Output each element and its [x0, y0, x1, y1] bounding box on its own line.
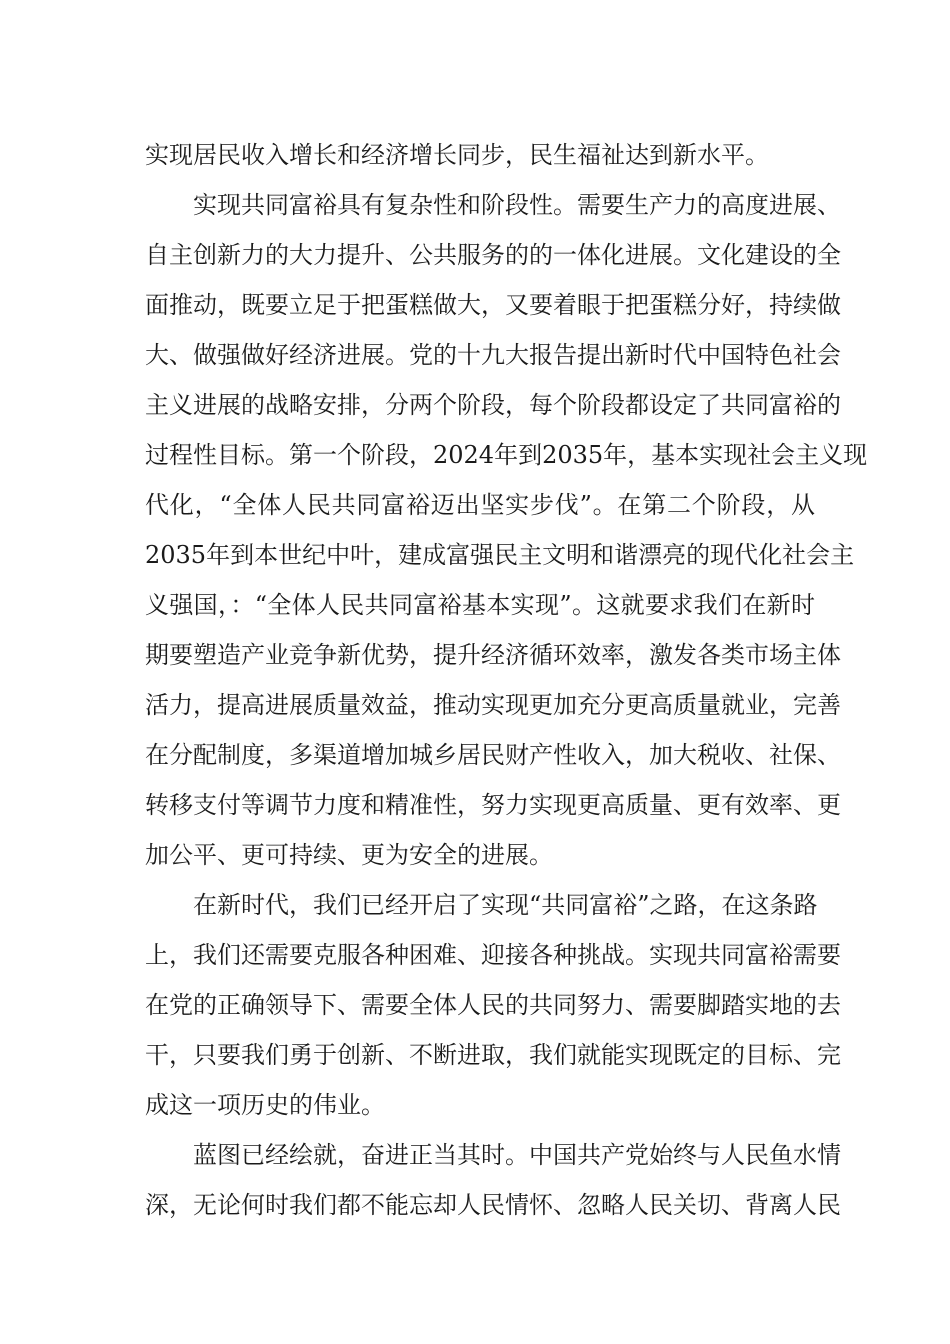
paragraph-2-line-12: 在分配制度，多渠道增加城乡居民财产性收入，加大税收、社保、: [145, 741, 841, 769]
paragraph-3-line-3: 在党的正确领导下、需要全体人民的共同努力、需要脚踏实地的去: [145, 991, 841, 1019]
paragraph-2-line-9: 义强国，：“全体人民共同富裕基本实现”。这就要求我们在新时: [145, 591, 815, 619]
paragraph-2-line-3: 面推动，既要立足于把蛋糕做大，又要着眼于把蛋糕分好，持续做: [145, 291, 841, 319]
paragraph-3-line-1: 在新时代，我们已经开启了实现“共同富裕”之路，在这条路: [193, 891, 818, 919]
paragraph-2-line-14: 加公平、更可持续、更为安全的进展。: [145, 841, 553, 869]
paragraph-2-line-11: 活力，提高进展质量效益，推动实现更加充分更高质量就业，完善: [145, 691, 841, 719]
paragraph-4-line-2: 深，无论何时我们都不能忘却人民情怀、忽略人民关切、背离人民: [145, 1191, 841, 1219]
paragraph-1-line-1: 实现居民收入增长和经济增长同步，民生福祉达到新水平。: [145, 141, 769, 169]
paragraph-2-line-2: 自主创新力的大力提升、公共服务的的一体化进展。文化建设的全: [145, 241, 841, 269]
paragraph-4-line-1: 蓝图已经绘就，奋进正当其时。中国共产党始终与人民鱼水情: [193, 1141, 841, 1169]
paragraph-2-line-13: 转移支付等调节力度和精准性，努力实现更高质量、更有效率、更: [145, 791, 841, 819]
paragraph-2-line-10: 期要塑造产业竞争新优势，提升经济循环效率，激发各类市场主体: [145, 641, 841, 669]
paragraph-2-line-8: 2035年到本世纪中叶，建成富强民主文明和谐漂亮的现代化社会主: [145, 541, 855, 569]
paragraph-2-line-5: 主义进展的战略安排，分两个阶段，每个阶段都设定了共同富裕的: [145, 391, 841, 419]
document-body: [145, 130, 868, 1230]
paragraph-2-line-6: 过程性目标。第一个阶段，2024年到2035年，基本实现社会主义现: [145, 441, 868, 469]
paragraph-3-line-5: 成这一项历史的伟业。: [145, 1091, 385, 1119]
paragraph-2-line-4: 大、做强做好经济进展。党的十九大报告提出新时代中国特色社会: [145, 341, 841, 369]
paragraph-2-line-7: 代化，“全体人民共同富裕迈出坚实步伐”。在第二个阶段，从: [145, 491, 815, 519]
paragraph-3-line-4: 干，只要我们勇于创新、不断进取，我们就能实现既定的目标、完: [145, 1041, 841, 1069]
paragraph-3-line-2: 上，我们还需要克服各种困难、迎接各种挑战。实现共同富裕需要: [145, 941, 841, 969]
paragraph-2-line-1: 实现共同富裕具有复杂性和阶段性。需要生产力的高度进展、: [193, 191, 841, 219]
